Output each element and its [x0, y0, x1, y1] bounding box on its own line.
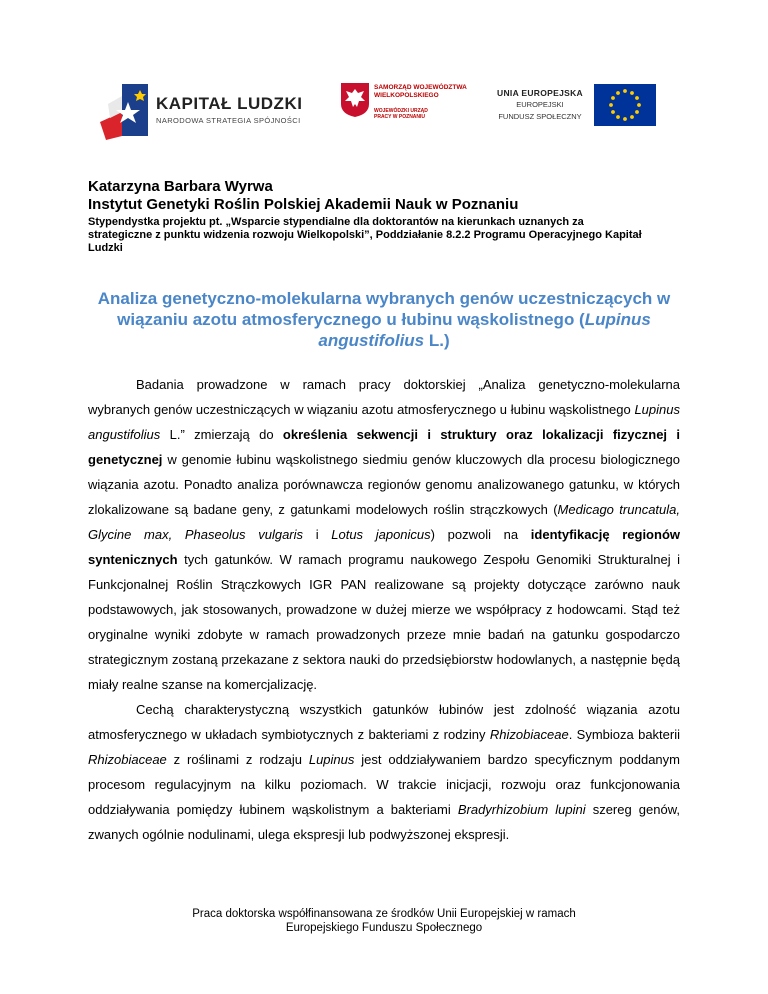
eu-logo	[490, 80, 660, 140]
paragraph-2: Cechą charakterystyczną wszystkich gatunków łubinów jest zdolność wiązania azotu atmosferycznego w układach symbiotycznych z bakteriami z rodziny Rhizobiaceae. Symbioza bakterii Rhizobiaceae z roślinami z rodzaju Lupinus jest oddziaływaniem bardzo specyficznym poddanym procesom regulacyjnym na kilku poziomach. W trakcie inicjacji, rozwoju oraz funkcjonowania oddziaływania pomiędzy łubinem wąskolistnym a bakteriami Bradyrhizobium lupini szereg genów, zwanych ogólnie nodulinami, ulega ekspresji lub podwyższonej ekspresji.	[88, 702, 681, 842]
kapital-ludzki-mark-icon	[100, 82, 152, 140]
author-name: Katarzyna Barbara Wyrwa	[88, 178, 273, 195]
footer-line-1: Praca doktorska współfinansowana ze środków Unii Europejskiej w ramach	[192, 908, 576, 920]
document-body	[88, 372, 680, 847]
eu-fund-line1: EUROPEJSKI	[516, 100, 564, 109]
samorzad-logo	[340, 82, 470, 142]
samorzad-title: SAMORZĄD WOJEWÓDZTWA WIELKOPOLSKIEGO	[374, 84, 467, 99]
page-footer	[88, 907, 680, 935]
author-block	[88, 178, 708, 255]
eu-fund-line2: FUNDUSZ SPOŁECZNY	[498, 112, 582, 121]
document-title: Analiza genetyczno-molekularna wybranych genów uczestniczących w wiązaniu azotu atmosferycznego u łubinu wąskolistnego (Lupinus angustifolius L.)	[97, 289, 671, 350]
wup-label: WOJEWÓDZKI URZĄD PRACY W POZNANIU	[374, 108, 428, 120]
paragraph-1: Badania prowadzone w ramach pracy doktorskiej „Analiza genetyczno-molekularna wybranych genów uczestniczących w wiązaniu azotu atmosferycznego u łubinu wąskolistnego Lupinus angustifolius L.” zmierzają do określenia sekwencji i struktury oraz lokalizacji fizycznej i genetycznej w genomie łubinu wąskolistnego siedmiu genów kluczowych dla procesu biologicznego wiązania azotu. Ponadto analiza porównawcza regionów genomu analizowanego gatunku, w których zlokalizowane są badane geny, z gatunkami modelowych roślin strączkowych (Medicago truncatula, Glycine max, Phaseolus vulgaris i Lotus japonicus) pozwoli na identyfikację regionów syntenicznych tych gatunków. W ramach programu naukowego Zespołu Genomiki Strukturalnej i Funkcjonalnej Roślin Strączkowych IGR PAN realizowane są projekty dotyczące zarówno nauk podstawowych, jak stosowanych, prowadzone w dużej mierze we współpracy z hodowcami. Stąd też oryginalne wyniki zdobyte w ramach prowadzonych przeze mnie badań na gatunku gospodarczo strategicznym zostaną przekazane z sektora nauki do przedsiębiorstw hodowlanych, a następnie będą miały realne szanse na komercjalizację.	[88, 377, 680, 692]
eagle-crest-icon	[340, 82, 370, 118]
kapital-ludzki-subtitle: NARODOWA STRATEGIA SPÓJNOŚCI	[156, 116, 301, 125]
logo-bar	[0, 78, 768, 148]
author-institute: Instytut Genetyki Roślin Polskiej Akademii Nauk w Poznaniu	[88, 196, 519, 213]
kapital-ludzki-title: KAPITAŁ LUDZKI	[156, 94, 303, 113]
kapital-ludzki-logo	[100, 80, 303, 144]
eu-flag-icon	[594, 84, 656, 126]
scholarship-note: Stypendystka projektu pt. „Wsparcie stypendialne dla doktorantów na kierunkach uznanych za strategiczne z punktu widzenia rozwoju Wielkopolski”, Poddziałanie 8.2.2 Programu Operacyjnego Kapitał Ludzki	[88, 216, 642, 254]
footer-line-2: Europejskiego Funduszu Społecznego	[285, 922, 483, 934]
eu-title: UNIA EUROPEJSKA	[497, 88, 583, 98]
title-species: Lupinus angustifolius	[318, 310, 651, 350]
